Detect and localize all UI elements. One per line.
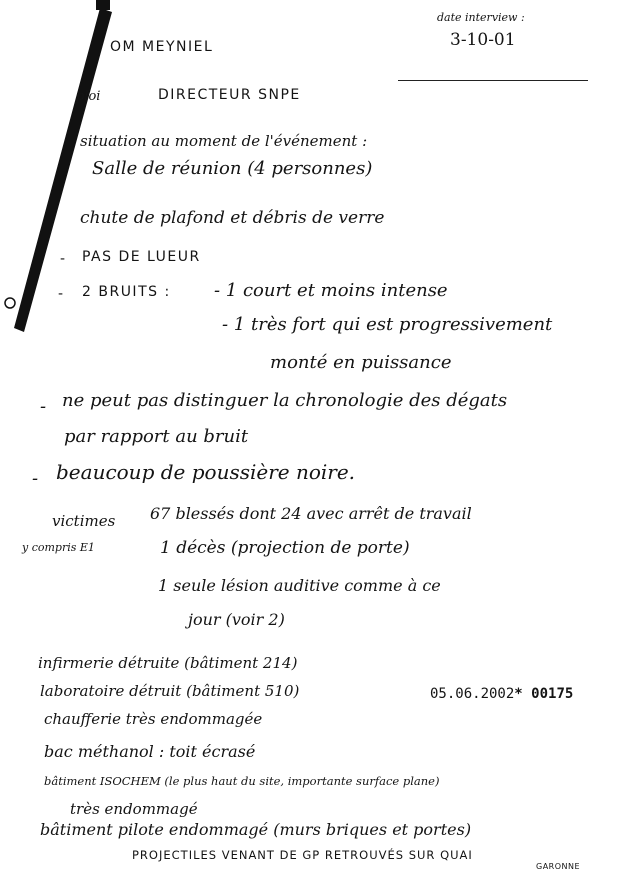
- archive-stamp: [430, 687, 573, 701]
- item-ceiling-glass: chute de plafond et débris de verre: [80, 208, 385, 228]
- situation-heading: situation au moment de l'événement :: [80, 132, 368, 150]
- interviewee-role: DIRECTEUR SNPE: [158, 87, 301, 103]
- stamp-date: 05.06.2002: [430, 686, 515, 702]
- footer-projectiles: PROJECTILES VENANT DE GP RETROUVÉS SUR QUAI: [132, 848, 473, 862]
- item-chronology-dash: -: [40, 396, 47, 417]
- item-noises-dash: -: [58, 286, 65, 302]
- damage-isochem-cont: très endommagé: [70, 800, 198, 818]
- header-underline: [398, 80, 588, 81]
- victims-hearing-cont: jour (voir 2): [188, 610, 285, 629]
- victims-sublabel: y compris E1: [22, 541, 95, 554]
- item-black-dust: beaucoup de poussière noire.: [56, 460, 356, 484]
- item-noise-short: - 1 court et moins intense: [214, 280, 448, 301]
- interview-date-value: 3-10-01: [450, 30, 516, 50]
- damage-methanol-tank: bac méthanol : toit écrasé: [44, 742, 256, 761]
- item-two-noises: 2 BRUITS :: [82, 284, 171, 300]
- damage-isochem: bâtiment ISOCHEM (le plus haut du site, importante surface plane): [44, 774, 440, 788]
- item-chronology-cont: par rapport au bruit: [64, 426, 249, 447]
- damage-boiler-room: chaufferie très endommagée: [44, 710, 263, 728]
- damage-laboratory: laboratoire détruit (bâtiment 510): [40, 682, 300, 700]
- damage-infirmary: infirmerie détruite (bâtiment 214): [38, 654, 298, 672]
- role-prefix: ploi: [76, 89, 101, 104]
- item-no-light: PAS DE LUEUR: [82, 249, 201, 265]
- victims-label: victimes: [52, 512, 116, 530]
- item-noise-loud: - 1 très fort qui est progressivement: [222, 314, 553, 335]
- item-noise-loud-cont: monté en puissance: [270, 352, 452, 373]
- victims-hearing: 1 seule lésion auditive comme à ce: [158, 576, 441, 595]
- footer-projectiles-tail: GARONNE: [536, 862, 581, 871]
- item-no-light-dash: -: [60, 251, 67, 267]
- damage-pilot-building: bâtiment pilote endommagé (murs briques et portes): [40, 820, 472, 839]
- interviewee-name: OM MEYNIEL: [110, 39, 214, 55]
- interview-date-label: date interview :: [437, 11, 525, 24]
- item-dust-dash: -: [32, 468, 39, 489]
- stamp-star: *: [514, 686, 523, 702]
- stamp-number: 00175: [531, 686, 574, 702]
- situation-location: Salle de réunion (4 personnes): [92, 158, 373, 179]
- victims-injured: 67 blessés dont 24 avec arrêt de travail: [150, 504, 472, 523]
- victims-death: 1 décès (projection de porte): [160, 538, 410, 558]
- item-chronology: ne peut pas distinguer la chronologie des dégats: [62, 390, 508, 411]
